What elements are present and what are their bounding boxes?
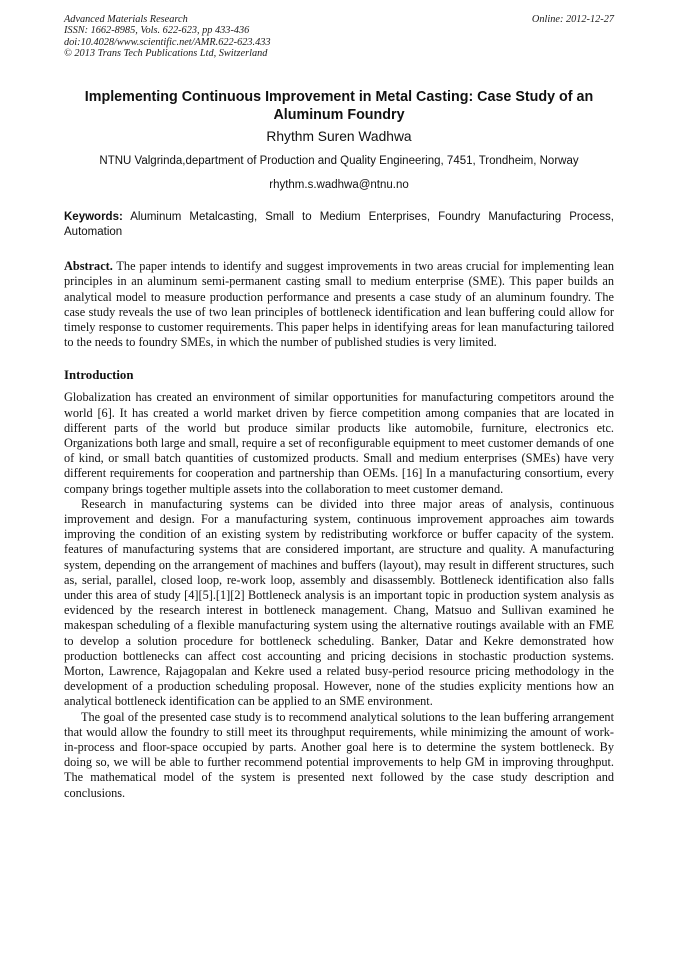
journal-header <box>64 14 614 59</box>
issn-line: ISSN: 1662-8985, Vols. 622-623, pp 433-436 <box>64 25 250 37</box>
keywords-block <box>64 210 614 240</box>
copyright-line: © 2013 Trans Tech Publications Ltd, Switzerland <box>64 47 268 59</box>
journal-name: Advanced Materials Research <box>64 14 188 25</box>
online-date: Online: 2012-12-27 <box>531 14 614 25</box>
body-paragraph: The goal of the presented case study is to recommend analytical solutions to the lean buffering arrangement that would allow the foundry to still meet its throughput requirements, while minimizing the amount of work-in-process and floor-space occupied by parts. Another goal here is to determine the system bottleneck. By doing so, we will be able to further recommend potential improvements to help GM in improving throughput. The mathematical model of the system is presented next followed by the case study description and conclusions. <box>64 709 614 800</box>
keywords-label: Keywords: <box>64 211 123 224</box>
body-paragraph: Globalization has created an environment of similar opportunities for manufacturing competitors around the world [6]. It has created a world market driven by fierce competition among companies that are located in different parts of the world but produce similar products like automobile, furniture, electronics etc. Organizations both large and small, require a set of reconfigurable equipment to meet customer demands of one of kind, or small batch quantities of customized products. Small and medium enterprises (SMEs) have very different requirements for cooperation and partnership than OEMs. [16] In a manufacturing consortium, every company brings together multiple assets into the collaboration to meet customer demand. <box>64 390 614 496</box>
abstract-text: The paper intends to identify and suggest improvements in two areas crucial for implementing lean principles in an aluminum semi-permanent casting small to medium enterprise (SME). This paper builds an analytical model to measure production performance and presents a case study of an aluminum foundry. The case study reveals the use of two lean principles of bottleneck identification and lean buffering could allow for timely response to customer requirements. This paper helps in identifying areas for lean manufacturing tailored to the needs to foundry SMEs, in which the number of published studies is very limited. <box>64 259 614 350</box>
author-affiliation: NTNU Valgrinda,department of Production and Quality Engineering, 7451, Trondheim, Norway <box>99 155 579 168</box>
keywords-text: Aluminum Metalcasting, Small to Medium Enterprises, Foundry Manufacturing Process, Automation <box>64 211 614 239</box>
paper-title: Implementing Continuous Improvement in Metal Casting: Case Study of an Aluminum Foundry <box>84 89 594 124</box>
author-name: Rhythm Suren Wadhwa <box>266 129 412 145</box>
body-paragraph: Research in manufacturing systems can be divided into three major areas of analysis, continuous improvement and design. For a manufacturing system, continuous improvement approaches aim towards improving the condition of an existing system by redistributing workforce or buffer capacity of the system. features of manufacturing systems that are considered important, are structure and quality. A manufacturing system, depending on the arrangement of machines and buffers (layout), may result in different structures, such as, serial, parallel, closed loop, re-work loop, assembly and disassembly. Bottleneck identification also falls under this area of study [4][5].[1][2] Bottleneck analysis is an important topic in production system analysis as evidenced by the research interest in bottleneck management. Chang, Matsuo and Sullivan examined he makespan scheduling of a flexible manufacturing system using the alternative routings available with an FME to develop a solution procedure for bottleneck scheduling. Banker, Datar and Kekre demonstrated how production bottlenecks can affect cost accounting and pricing decisions in stochastic production systems. Morton, Lawrence, Rajagopalan and Kekre used a related busy-period resource pricing methodology in the development of a production scheduling proposal. However, none of the studies explicity mentions how an analytical bottleneck identification can be applied to an SME environment. <box>64 496 614 709</box>
abstract-label: Abstract. <box>64 259 113 274</box>
author-email: rhythm.s.wadhwa@ntnu.no <box>269 179 409 192</box>
abstract-block <box>64 259 614 350</box>
doi-line: doi:10.4028/www.scientific.net/AMR.622-623.433 <box>64 36 271 48</box>
introduction-heading: Introduction <box>64 368 134 383</box>
